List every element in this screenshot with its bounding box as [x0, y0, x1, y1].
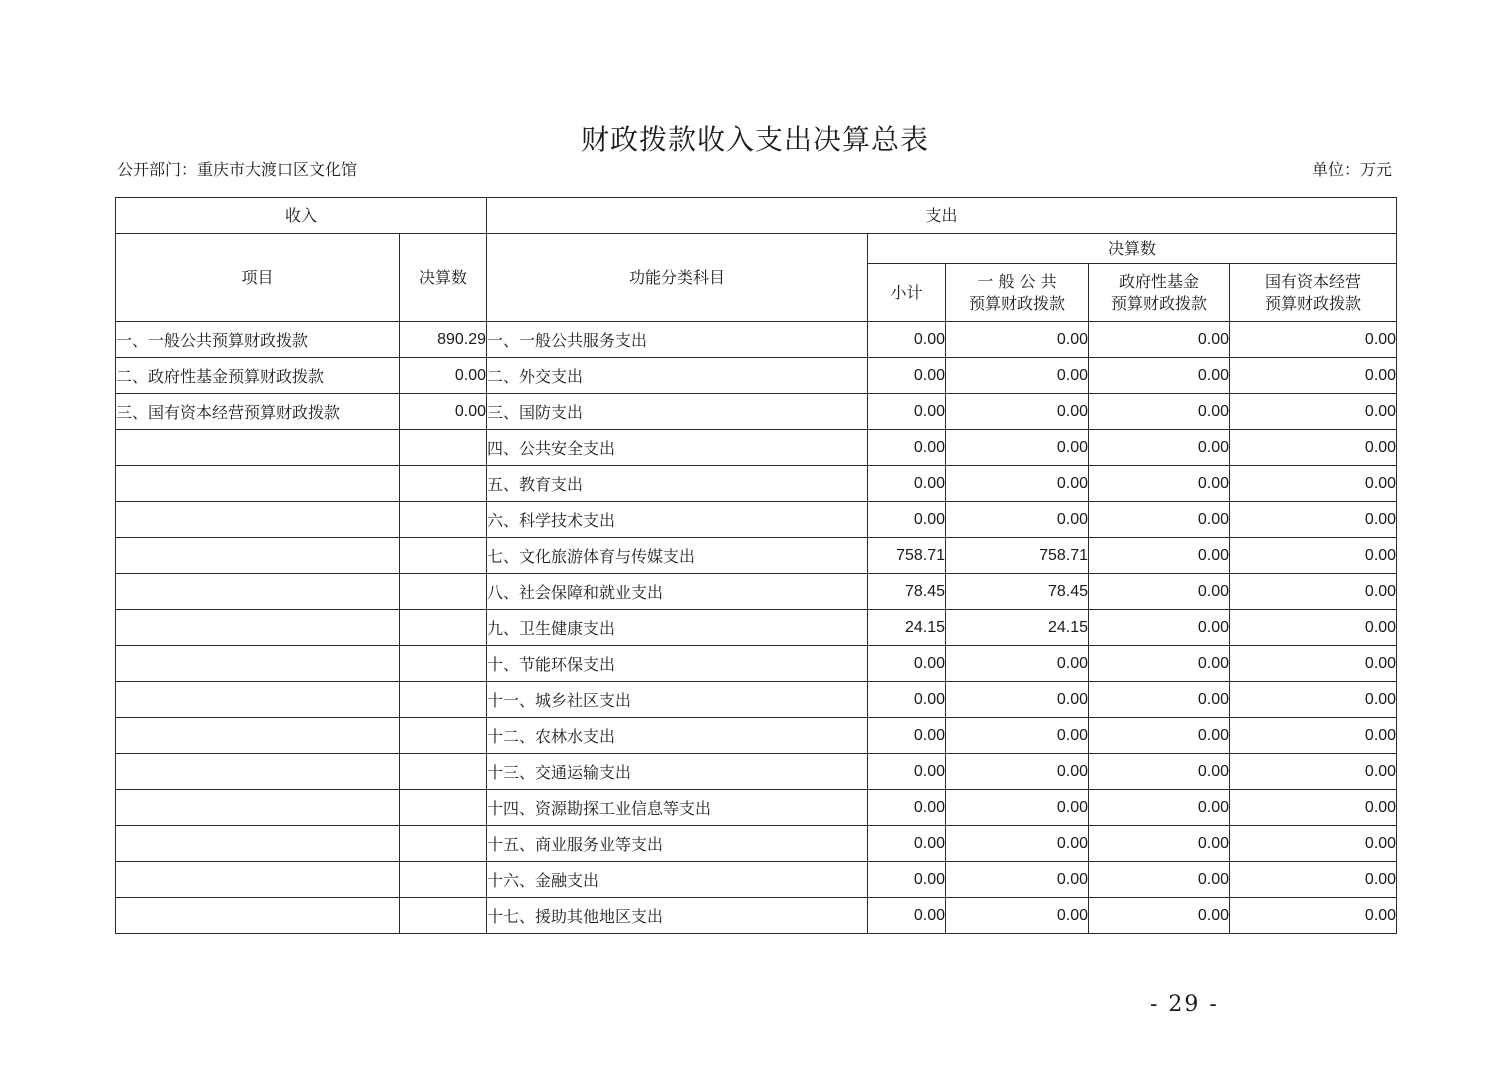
income-header: 收入: [116, 198, 487, 234]
gov-fund-value: 0.00: [1089, 682, 1230, 718]
gov-fund-value: 0.00: [1089, 466, 1230, 502]
income-amount-cell: [400, 466, 487, 502]
state-capital-value: 0.00: [1230, 610, 1397, 646]
table-row: [116, 898, 1397, 934]
general-budget-value: 0.00: [946, 430, 1089, 466]
income-amount-cell: [400, 718, 487, 754]
function-category-cell: 十三、交通运输支出: [487, 754, 868, 790]
subtotal-value: 0.00: [868, 646, 946, 682]
general-budget-header: 一 般 公 共 预算财政拨款: [946, 264, 1089, 322]
function-category-cell: 十四、资源勘探工业信息等支出: [487, 790, 868, 826]
settlement-header: 决算数: [868, 234, 1397, 264]
subtotal-value: 0.00: [868, 682, 946, 718]
state-capital-value: 0.00: [1230, 898, 1397, 934]
income-amount-header: 决算数: [400, 234, 487, 322]
gov-fund-value: 0.00: [1089, 394, 1230, 430]
income-amount-cell: [400, 430, 487, 466]
income-item-cell: [116, 538, 400, 574]
function-category-cell: 三、国防支出: [487, 394, 868, 430]
general-budget-value: 0.00: [946, 718, 1089, 754]
subtotal-value: 0.00: [868, 466, 946, 502]
department-label: 公开部门：重庆市大渡口区文化馆: [117, 160, 358, 179]
subtotal-value: 24.15: [868, 610, 946, 646]
gov-fund-value: 0.00: [1089, 502, 1230, 538]
function-category-cell: 四、公共安全支出: [487, 430, 868, 466]
function-category-cell: 一、一般公共服务支出: [487, 322, 868, 358]
income-amount-cell: [400, 646, 487, 682]
income-item-cell: 二、政府性基金预算财政拨款: [116, 358, 400, 394]
function-category-cell: 八、社会保障和就业支出: [487, 574, 868, 610]
general-budget-value: 0.00: [946, 754, 1089, 790]
subtotal-value: 0.00: [868, 394, 946, 430]
table-row: [116, 502, 1397, 538]
table-row: [116, 826, 1397, 862]
general-budget-value: 0.00: [946, 646, 1089, 682]
income-amount-cell: [400, 862, 487, 898]
income-item-cell: [116, 862, 400, 898]
gov-fund-value: 0.00: [1089, 826, 1230, 862]
table-row: [116, 430, 1397, 466]
function-category-cell: 二、外交支出: [487, 358, 868, 394]
function-category-cell: 十七、援助其他地区支出: [487, 898, 868, 934]
function-category-cell: 七、文化旅游体育与传媒支出: [487, 538, 868, 574]
income-item-cell: 一、一般公共预算财政拨款: [116, 322, 400, 358]
unit-label: 单位：万元: [1311, 160, 1392, 179]
subtotal-value: 0.00: [868, 358, 946, 394]
income-item-cell: [116, 466, 400, 502]
general-budget-value: 0.00: [946, 502, 1089, 538]
income-item-cell: 三、国有资本经营预算财政拨款: [116, 394, 400, 430]
general-budget-value: 24.15: [946, 610, 1089, 646]
general-budget-value: 0.00: [946, 898, 1089, 934]
income-item-cell: [116, 574, 400, 610]
gov-fund-value: 0.00: [1089, 898, 1230, 934]
state-capital-value: 0.00: [1230, 754, 1397, 790]
state-capital-value: 0.00: [1230, 574, 1397, 610]
table-row: [116, 538, 1397, 574]
general-budget-value: 0.00: [946, 358, 1089, 394]
income-item-cell: [116, 430, 400, 466]
income-item-cell: [116, 898, 400, 934]
subtotal-value: 0.00: [868, 322, 946, 358]
gov-fund-value: 0.00: [1089, 862, 1230, 898]
income-amount-cell: [400, 754, 487, 790]
state-capital-value: 0.00: [1230, 790, 1397, 826]
general-budget-value: 0.00: [946, 322, 1089, 358]
income-amount-cell: [400, 538, 487, 574]
table-row: [116, 358, 1397, 394]
table-row: [116, 322, 1397, 358]
state-capital-value: 0.00: [1230, 646, 1397, 682]
state-capital-value: 0.00: [1230, 502, 1397, 538]
state-capital-value: 0.00: [1230, 862, 1397, 898]
income-item-cell: [116, 718, 400, 754]
general-budget-value: 0.00: [946, 790, 1089, 826]
page-number: - 29 -: [1150, 992, 1219, 1017]
gov-fund-value: 0.00: [1089, 358, 1230, 394]
income-item-cell: [116, 646, 400, 682]
gov-fund-value: 0.00: [1089, 718, 1230, 754]
income-item-cell: [116, 826, 400, 862]
table-row: [116, 754, 1397, 790]
state-capital-value: 0.00: [1230, 718, 1397, 754]
gov-fund-header: 政府性基金 预算财政拨款: [1089, 264, 1230, 322]
table-row: [116, 466, 1397, 502]
subtotal-value: 0.00: [868, 898, 946, 934]
income-item-cell: [116, 502, 400, 538]
item-header: 项目: [116, 234, 400, 322]
income-amount-cell: 0.00: [400, 394, 487, 430]
state-capital-value: 0.00: [1230, 358, 1397, 394]
general-budget-value: 0.00: [946, 826, 1089, 862]
function-category-cell: 十、节能环保支出: [487, 646, 868, 682]
function-category-cell: 九、卫生健康支出: [487, 610, 868, 646]
subtotal-value: 0.00: [868, 430, 946, 466]
subtotal-value: 0.00: [868, 826, 946, 862]
function-category-header: 功能分类科目: [487, 234, 868, 322]
general-budget-value: 0.00: [946, 394, 1089, 430]
income-amount-cell: 0.00: [400, 358, 487, 394]
state-capital-header: 国有资本经营 预算财政拨款: [1230, 264, 1397, 322]
gov-fund-value: 0.00: [1089, 538, 1230, 574]
table-row: [116, 394, 1397, 430]
function-category-cell: 十二、农林水支出: [487, 718, 868, 754]
subtotal-value: 0.00: [868, 718, 946, 754]
state-capital-value: 0.00: [1230, 682, 1397, 718]
subtotal-header: 小计: [868, 264, 946, 322]
income-amount-cell: [400, 574, 487, 610]
state-capital-value: 0.00: [1230, 322, 1397, 358]
table-row: [116, 610, 1397, 646]
table-row: [116, 682, 1397, 718]
subtotal-value: 0.00: [868, 754, 946, 790]
page-title: 财政拨款收入支出决算总表: [580, 123, 929, 156]
state-capital-value: 0.00: [1230, 394, 1397, 430]
function-category-cell: 十一、城乡社区支出: [487, 682, 868, 718]
state-capital-value: 0.00: [1230, 466, 1397, 502]
income-item-cell: [116, 610, 400, 646]
gov-fund-value: 0.00: [1089, 610, 1230, 646]
function-category-cell: 十五、商业服务业等支出: [487, 826, 868, 862]
gov-fund-value: 0.00: [1089, 574, 1230, 610]
general-budget-value: 0.00: [946, 862, 1089, 898]
subtotal-value: 0.00: [868, 862, 946, 898]
income-amount-cell: [400, 790, 487, 826]
table-row: [116, 718, 1397, 754]
state-capital-value: 0.00: [1230, 538, 1397, 574]
income-item-cell: [116, 754, 400, 790]
state-capital-value: 0.00: [1230, 430, 1397, 466]
function-category-cell: 十六、金融支出: [487, 862, 868, 898]
table-row: [116, 790, 1397, 826]
subtotal-value: 758.71: [868, 538, 946, 574]
income-amount-cell: [400, 682, 487, 718]
general-budget-value: 0.00: [946, 466, 1089, 502]
subtotal-value: 78.45: [868, 574, 946, 610]
table-row: [116, 862, 1397, 898]
income-item-cell: [116, 790, 400, 826]
state-capital-value: 0.00: [1230, 826, 1397, 862]
table-row: [116, 646, 1397, 682]
income-amount-cell: [400, 502, 487, 538]
gov-fund-value: 0.00: [1089, 322, 1230, 358]
general-budget-value: 78.45: [946, 574, 1089, 610]
function-category-cell: 六、科学技术支出: [487, 502, 868, 538]
table-row: [116, 574, 1397, 610]
subtotal-value: 0.00: [868, 502, 946, 538]
general-budget-value: 0.00: [946, 682, 1089, 718]
subtotal-value: 0.00: [868, 790, 946, 826]
gov-fund-value: 0.00: [1089, 754, 1230, 790]
income-amount-cell: 890.29: [400, 322, 487, 358]
income-amount-cell: [400, 898, 487, 934]
function-category-cell: 五、教育支出: [487, 466, 868, 502]
expense-header: 支出: [487, 198, 1397, 234]
gov-fund-value: 0.00: [1089, 646, 1230, 682]
general-budget-value: 758.71: [946, 538, 1089, 574]
income-item-cell: [116, 682, 400, 718]
income-amount-cell: [400, 826, 487, 862]
budget-table: [115, 197, 1397, 934]
gov-fund-value: 0.00: [1089, 430, 1230, 466]
income-amount-cell: [400, 610, 487, 646]
gov-fund-value: 0.00: [1089, 790, 1230, 826]
